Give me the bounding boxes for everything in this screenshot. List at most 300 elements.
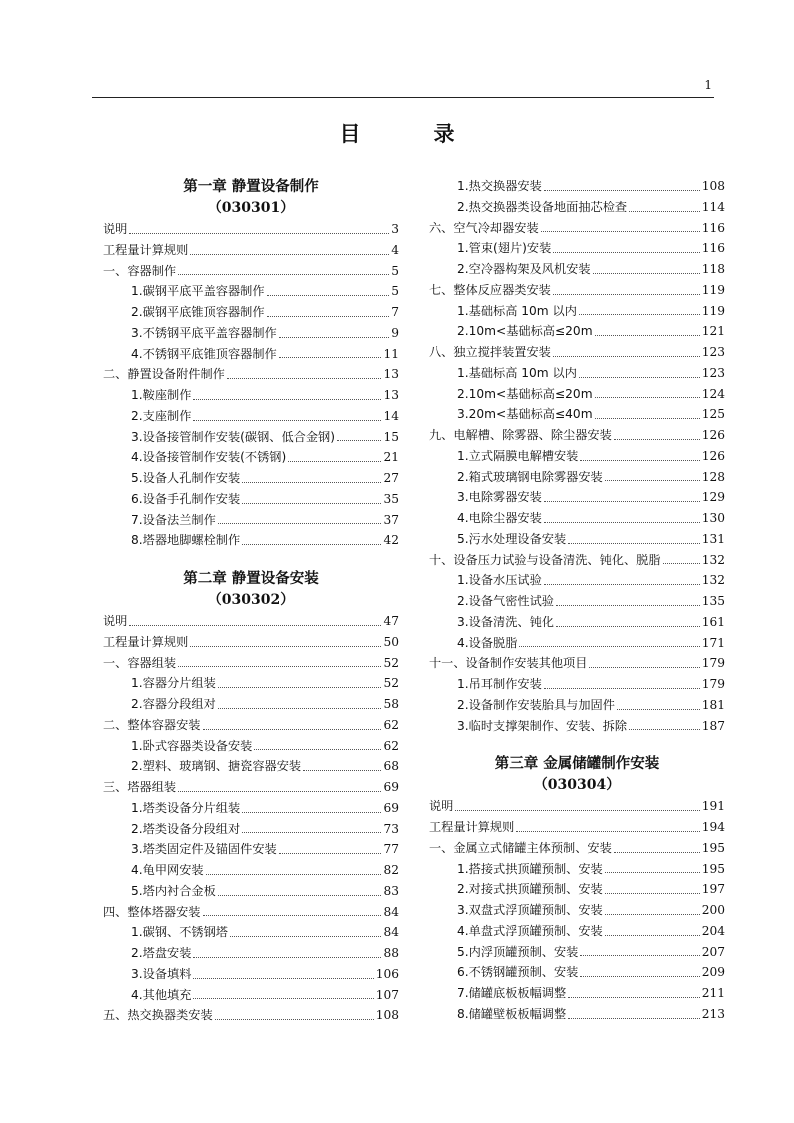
toc-entry[interactable] <box>429 384 725 405</box>
toc-entry-label: 4.龟甲网安装 <box>131 863 204 877</box>
leader-dots <box>242 482 381 483</box>
toc-entry-label: 二、静置设备附件制作 <box>103 367 225 382</box>
toc-entry-label: 3.不锈钢平底平盖容器制作 <box>131 325 277 340</box>
leader-dots <box>303 770 381 771</box>
toc-entry[interactable] <box>103 715 399 736</box>
toc-entry[interactable] <box>429 301 725 322</box>
toc-entry-page: 132 <box>701 552 725 567</box>
chapter-title: 第二章 静置设备安装 <box>183 570 319 587</box>
leader-dots <box>178 666 381 667</box>
toc-entry-page: 171 <box>701 635 725 650</box>
leader-dots <box>129 625 381 626</box>
toc-entry-label: 3.20m<基础标高≤40m <box>457 407 593 422</box>
toc-entry-label: 2.10m<基础标高≤20m <box>457 386 593 401</box>
leader-dots <box>190 646 381 647</box>
leader-dots <box>279 357 382 358</box>
leader-dots <box>553 356 700 357</box>
toc-entry-label: 2.箱式玻璃钢电除雾器安装 <box>457 469 603 484</box>
toc-list <box>103 611 399 1026</box>
toc-entry-label: 4.电除尘器安装 <box>457 511 542 525</box>
toc-entry[interactable] <box>103 489 399 510</box>
leader-dots <box>193 978 373 979</box>
toc-entry[interactable] <box>429 218 725 239</box>
toc-entry-page: 128 <box>701 469 725 484</box>
toc-entry[interactable] <box>429 653 725 674</box>
toc-entry-page: 124 <box>701 386 725 401</box>
toc-entry[interactable] <box>429 921 725 942</box>
toc-entry-label: 1.吊耳制作安装 <box>457 677 542 691</box>
toc-entry-label: 2.对接式拱顶罐预制、安装 <box>457 882 603 897</box>
toc-entry-label: 2.热交换器类设备地面抽芯检查 <box>457 199 628 214</box>
leader-dots <box>595 397 700 398</box>
toc-entry[interactable] <box>103 632 399 653</box>
toc-list <box>103 219 399 551</box>
toc-entry[interactable] <box>429 962 725 983</box>
toc-entry-label: 一、容器组装 <box>103 655 177 670</box>
toc-entry-page: 135 <box>701 594 725 608</box>
leader-dots <box>568 1018 700 1019</box>
toc-entry-page: 204 <box>701 923 725 938</box>
leader-dots <box>455 810 699 811</box>
toc-entry-page: 47 <box>383 614 399 628</box>
toc-entry-page: 62 <box>383 717 399 732</box>
toc-entry[interactable] <box>103 344 399 365</box>
toc-entry-page: 200 <box>701 903 725 917</box>
toc-entry-page: 130 <box>701 511 725 525</box>
toc-entry[interactable] <box>103 943 399 964</box>
toc-entry-page: 125 <box>701 407 725 422</box>
toc-entry-page: 194 <box>701 820 725 834</box>
toc-entry-label: 7.设备法兰制作 <box>131 512 216 527</box>
toc-entry-page: 123 <box>701 345 725 359</box>
leader-dots <box>553 294 700 295</box>
toc-entry-page: 3 <box>391 222 399 236</box>
leader-dots <box>218 708 382 709</box>
toc-entry-page: 118 <box>701 262 725 276</box>
toc-entry[interactable] <box>429 487 725 508</box>
leader-dots <box>605 872 700 873</box>
toc-entry[interactable] <box>429 591 725 612</box>
leader-dots <box>595 335 700 336</box>
toc-entry[interactable] <box>103 736 399 757</box>
toc-entry-page: 187 <box>701 718 725 733</box>
leader-dots <box>516 831 699 832</box>
toc-entry-label: 4.设备接管制作安装(不锈钢) <box>131 450 287 465</box>
toc-entry[interactable] <box>429 983 725 1004</box>
toc-entry-label: 3.电除雾器安装 <box>457 490 542 505</box>
toc-entry[interactable] <box>429 695 725 716</box>
toc-entry-label: 3.塔类固定件及锚固件安装 <box>131 842 277 857</box>
toc-entry[interactable] <box>429 900 725 921</box>
toc-entry[interactable] <box>429 550 725 571</box>
toc-entry[interactable] <box>429 674 725 695</box>
toc-entry-label: 6.不锈钢罐预制、安装 <box>457 965 579 980</box>
toc-entry[interactable] <box>103 1005 399 1026</box>
leader-dots <box>218 687 382 688</box>
toc-entry-page: 21 <box>383 450 399 465</box>
toc-entry-label: 五、热交换器类安装 <box>103 1008 213 1023</box>
toc-entry[interactable] <box>103 406 399 427</box>
chapter-code: （030302） <box>207 592 295 608</box>
toc-entry[interactable] <box>429 529 725 550</box>
toc-entry[interactable] <box>429 176 725 197</box>
toc-entry-label: 八、独立搅拌装置安装 <box>429 345 551 359</box>
toc-entry[interactable] <box>103 860 399 881</box>
leader-dots <box>589 667 699 668</box>
toc-entry-label: 说明 <box>103 614 128 628</box>
leader-dots <box>605 893 700 894</box>
toc-entry-label: 2.10m<基础标高≤20m <box>457 324 593 339</box>
leader-dots <box>267 295 390 296</box>
leader-dots <box>580 976 699 977</box>
toc-entry-label: 3.临时支撑架制作、安装、拆除 <box>457 718 628 733</box>
toc-entry-page: 73 <box>383 821 399 836</box>
toc-entry[interactable] <box>103 427 399 448</box>
leader-dots <box>193 998 373 999</box>
toc-entry[interactable] <box>429 446 725 467</box>
toc-entry-label: 3.设备接管制作安装(碳钢、低合金钢) <box>131 429 335 444</box>
toc-entry-label: 2.支座制作 <box>131 408 192 423</box>
toc-entry-label: 3.设备填料 <box>131 966 192 981</box>
toc-entry[interactable] <box>429 1004 725 1025</box>
toc-entry-page: 119 <box>701 282 725 297</box>
toc-entry[interactable] <box>103 881 399 902</box>
leader-dots <box>605 935 700 936</box>
leader-dots <box>193 399 381 400</box>
leader-dots <box>242 544 381 545</box>
toc-entry[interactable] <box>103 673 399 694</box>
toc-entry-label: 1.鞍座制作 <box>131 388 192 402</box>
chapter-code: （030304） <box>533 777 621 794</box>
toc-entry-label: 1.管束(翅片)安装 <box>457 241 552 256</box>
toc-entry[interactable] <box>429 817 725 838</box>
toc-entry-page: 129 <box>701 490 725 505</box>
toc-entry[interactable] <box>103 777 399 798</box>
toc-entry-label: 六、空气冷却器安装 <box>429 220 539 235</box>
toc-right-column <box>429 176 725 1025</box>
toc-entry-label: 5.内浮顶罐预制、安装 <box>457 944 579 959</box>
toc-entry[interactable] <box>429 879 725 900</box>
toc-entry[interactable] <box>429 612 725 633</box>
toc-entry-label: 5.设备人孔制作安装 <box>131 471 241 485</box>
toc-entry-label: 3.设备清洗、钝化 <box>457 614 554 629</box>
toc-entry-label: 工程量计算规则 <box>429 820 515 834</box>
toc-entry[interactable] <box>429 859 725 880</box>
toc-entry-page: 126 <box>701 428 725 442</box>
toc-entry-label: 7.储罐底板板幅调整 <box>457 986 567 1000</box>
toc-entry-label: 4.设备脱脂 <box>457 635 518 650</box>
toc-entry[interactable] <box>429 838 725 859</box>
toc-entry[interactable] <box>429 508 725 529</box>
leader-dots <box>206 874 382 875</box>
toc-entry-label: 1.基础标高 10m 以内 <box>457 365 577 380</box>
toc-entry-page: 7 <box>391 305 399 319</box>
toc-entry[interactable] <box>429 342 725 363</box>
leader-dots <box>568 543 700 544</box>
toc-entry-page: 161 <box>701 614 725 629</box>
toc-entry-page: 84 <box>383 925 399 940</box>
toc-entry[interactable] <box>103 819 399 840</box>
toc-entry-label: 4.其他填充 <box>131 987 192 1002</box>
chapter-title: 第三章 金属储罐制作安装 <box>494 755 660 773</box>
leader-dots <box>663 563 700 564</box>
toc-entry[interactable] <box>103 611 399 632</box>
toc-entry-label: 1.热交换器安装 <box>457 179 542 193</box>
toc-entry[interactable] <box>103 694 399 715</box>
toc-entry[interactable] <box>103 468 399 489</box>
leader-dots <box>544 190 700 191</box>
leader-dots <box>605 914 700 915</box>
leader-dots <box>267 316 390 317</box>
leader-dots <box>242 503 381 504</box>
toc-entry-label: 1.搭接式拱顶罐预制、安装 <box>457 861 603 876</box>
toc-entry-page: 123 <box>701 365 725 380</box>
header-rule <box>92 97 714 98</box>
toc-entry-page: 121 <box>701 324 725 339</box>
toc-entry[interactable] <box>103 798 399 819</box>
toc-entry[interactable] <box>429 796 725 817</box>
leader-dots <box>129 233 389 234</box>
toc-entry-page: 58 <box>383 697 399 711</box>
toc-entry[interactable] <box>103 922 399 943</box>
toc-entry[interactable] <box>103 219 399 240</box>
toc-entry-page: 88 <box>383 946 399 960</box>
toc-entry-label: 4.不锈钢平底锥顶容器制作 <box>131 346 277 361</box>
leader-dots <box>556 605 700 606</box>
leader-dots <box>544 584 700 585</box>
toc-entry[interactable] <box>103 385 399 406</box>
toc-entry[interactable] <box>429 321 725 342</box>
toc-entry-page: 37 <box>383 512 399 527</box>
leader-dots <box>614 439 700 440</box>
toc-entry-label: 1.基础标高 10m 以内 <box>457 303 577 318</box>
leader-dots <box>190 254 389 255</box>
toc-entry-page: 119 <box>701 303 725 318</box>
toc-entry-label: 2.塔盘安装 <box>131 946 192 960</box>
toc-entry-page: 108 <box>375 1008 399 1023</box>
toc-entry-label: 二、整体容器安装 <box>103 717 201 732</box>
leader-dots <box>337 440 382 441</box>
toc-entry-page: 52 <box>383 655 399 670</box>
toc-entry-label: 1.碳钢平底平盖容器制作 <box>131 284 265 299</box>
toc-entry[interactable] <box>103 281 399 302</box>
toc-list <box>429 796 725 1024</box>
toc-entry[interactable] <box>429 363 725 384</box>
toc-entry-label: 1.碳钢、不锈钢塔 <box>131 925 228 940</box>
toc-entry[interactable] <box>429 467 725 488</box>
toc-entry-page: 15 <box>383 429 399 444</box>
toc-entry-label: 说明 <box>429 799 454 814</box>
leader-dots <box>605 480 700 481</box>
toc-entry-page: 209 <box>701 965 725 980</box>
toc-entry[interactable] <box>103 985 399 1006</box>
leader-dots <box>580 955 699 956</box>
toc-entry[interactable] <box>429 942 725 963</box>
leader-dots <box>593 273 700 274</box>
toc-entry-label: 8.塔器地脚螺栓制作 <box>131 533 241 548</box>
toc-entry-page: 211 <box>701 986 725 1000</box>
toc-entry-page: 107 <box>375 987 399 1002</box>
toc-entry-page: 77 <box>383 842 399 857</box>
toc-entry-label: 说明 <box>103 222 128 236</box>
toc-entry-page: 116 <box>701 220 725 235</box>
toc-entry-label: 1.卧式容器类设备安装 <box>131 738 253 753</box>
leader-dots <box>193 957 381 958</box>
toc-entry[interactable] <box>429 259 725 280</box>
toc-entry-page: 191 <box>701 799 725 814</box>
toc-entry[interactable] <box>429 404 725 425</box>
leader-dots <box>227 378 382 379</box>
toc-entry-label: 工程量计算规则 <box>103 242 189 257</box>
toc-entry-page: 131 <box>701 531 725 546</box>
toc-left-column <box>103 176 399 1026</box>
toc-entry-label: 2.塔类设备分段组对 <box>131 821 241 836</box>
toc-entry-label: 十一、设备制作安装其他项目 <box>429 656 588 671</box>
toc-entry-page: 195 <box>701 840 725 855</box>
toc-entry-label: 1.塔类设备分片组装 <box>131 800 241 815</box>
toc-entry-page: 50 <box>383 634 399 649</box>
toc-entry-page: 14 <box>383 408 399 423</box>
leader-dots <box>288 461 381 462</box>
toc-entry[interactable] <box>429 280 725 301</box>
toc-entry-page: 84 <box>383 904 399 919</box>
toc-entry-label: 2.设备制作安装胎具与加固件 <box>457 697 615 712</box>
toc-entry-label: 工程量计算规则 <box>103 634 189 649</box>
leader-dots <box>203 915 382 916</box>
toc-entry[interactable] <box>429 425 725 446</box>
leader-dots <box>193 420 381 421</box>
leader-dots <box>544 501 700 502</box>
toc-entry-page: 35 <box>383 491 399 506</box>
leader-dots <box>629 211 700 212</box>
toc-entry-label: 6.设备手孔制作安装 <box>131 491 241 506</box>
leader-dots <box>629 729 700 730</box>
toc-entry[interactable] <box>103 756 399 777</box>
leader-dots <box>541 231 700 232</box>
toc-entry[interactable] <box>103 964 399 985</box>
toc-entry[interactable] <box>103 302 399 323</box>
toc-entry-page: 5 <box>391 263 399 278</box>
leader-dots <box>617 709 700 710</box>
toc-entry[interactable] <box>103 902 399 923</box>
toc-entry[interactable] <box>103 510 399 531</box>
leader-dots <box>279 853 382 854</box>
toc-entry-label: 1.立式隔膜电解槽安装 <box>457 448 579 463</box>
leader-dots <box>242 832 381 833</box>
toc-entry[interactable] <box>103 364 399 385</box>
leader-dots <box>218 895 382 896</box>
toc-entry-label: 8.储罐壁板板幅调整 <box>457 1006 567 1021</box>
toc-entry-page: 13 <box>383 388 399 402</box>
toc-entry-page: 179 <box>701 656 725 671</box>
toc-entry-page: 68 <box>383 759 399 774</box>
toc-entry-page: 179 <box>701 677 725 691</box>
toc-entry-page: 9 <box>391 325 399 340</box>
toc-entry-page: 5 <box>391 284 399 299</box>
leader-dots <box>254 749 381 750</box>
toc-entry-page: 11 <box>383 346 399 361</box>
toc-entry-page: 52 <box>383 676 399 691</box>
leader-dots <box>544 522 700 523</box>
leader-dots <box>519 646 699 647</box>
toc-entry-page: 106 <box>375 966 399 981</box>
toc-entry-page: 42 <box>383 533 399 548</box>
toc-entry[interactable] <box>103 653 399 674</box>
toc-entry-label: 4.单盘式浮顶罐预制、安装 <box>457 923 603 938</box>
leader-dots <box>595 418 700 419</box>
toc-entry-page: 116 <box>701 241 725 256</box>
toc-entry[interactable] <box>429 197 725 218</box>
leader-dots <box>568 997 700 998</box>
toc-entry-page: 27 <box>383 471 399 485</box>
toc-entry[interactable] <box>103 261 399 282</box>
toc-entry-label: 一、容器制作 <box>103 263 177 278</box>
leader-dots <box>242 812 381 813</box>
doc-title: 目 录 <box>339 121 481 146</box>
toc-entry-page: 108 <box>701 179 725 193</box>
toc-entry[interactable] <box>103 323 399 344</box>
toc-entry-page: 82 <box>383 863 399 877</box>
toc-list <box>429 176 725 736</box>
toc-entry-label: 1.设备水压试验 <box>457 573 542 588</box>
toc-entry[interactable] <box>429 716 725 737</box>
toc-entry-label: 3.双盘式浮顶罐预制、安装 <box>457 903 603 917</box>
toc-entry-label: 九、电解槽、除雾器、除尘器安装 <box>429 428 612 442</box>
toc-entry-page: 181 <box>701 697 725 712</box>
leader-dots <box>579 314 700 315</box>
toc-entry-label: 四、整体塔器安装 <box>103 904 201 919</box>
toc-entry[interactable] <box>103 839 399 860</box>
leader-dots <box>553 252 699 253</box>
toc-entry-page: 195 <box>701 861 725 876</box>
leader-dots <box>579 377 700 378</box>
toc-entry-page: 69 <box>383 800 399 815</box>
leader-dots <box>556 626 700 627</box>
toc-entry-label: 2.设备气密性试验 <box>457 594 554 608</box>
toc-entry-label: 一、金属立式储罐主体预制、安装 <box>429 840 612 855</box>
toc-entry-label: 十、设备压力试验与设备清洗、钝化、脱脂 <box>429 552 661 567</box>
toc-entry-label: 2.碳钢平底锥顶容器制作 <box>131 305 265 319</box>
toc-entry[interactable] <box>429 633 725 654</box>
leader-dots <box>230 936 382 937</box>
leader-dots <box>178 274 389 275</box>
toc-entry-label: 5.污水处理设备安装 <box>457 531 567 546</box>
toc-entry[interactable] <box>429 570 725 591</box>
toc-entry[interactable] <box>103 240 399 261</box>
chapter-code: （030301） <box>207 200 295 216</box>
toc-entry[interactable] <box>103 530 399 551</box>
leader-dots <box>614 852 700 853</box>
toc-entry-label: 七、整体反应器类安装 <box>429 282 551 297</box>
toc-entry[interactable] <box>429 238 725 259</box>
toc-entry-page: 213 <box>701 1006 725 1021</box>
toc-entry-page: 13 <box>383 367 399 382</box>
toc-entry-page: 114 <box>701 199 725 214</box>
leader-dots <box>544 688 700 689</box>
toc-entry-page: 207 <box>701 944 725 959</box>
toc-entry[interactable] <box>103 447 399 468</box>
toc-entry-label: 2.塑料、玻璃钢、搪瓷容器安装 <box>131 759 302 774</box>
toc-entry-label: 三、塔器组装 <box>103 780 177 794</box>
toc-entry-page: 62 <box>383 738 399 753</box>
leader-dots <box>178 791 381 792</box>
toc-entry-label: 1.容器分片组装 <box>131 676 216 691</box>
leader-dots <box>215 1019 374 1020</box>
toc-entry-page: 132 <box>701 573 725 588</box>
toc-entry-label: 2.空冷器构架及风机安装 <box>457 262 591 276</box>
toc-entry-page: 4 <box>391 242 399 257</box>
toc-entry-label: 2.容器分段组对 <box>131 697 216 711</box>
